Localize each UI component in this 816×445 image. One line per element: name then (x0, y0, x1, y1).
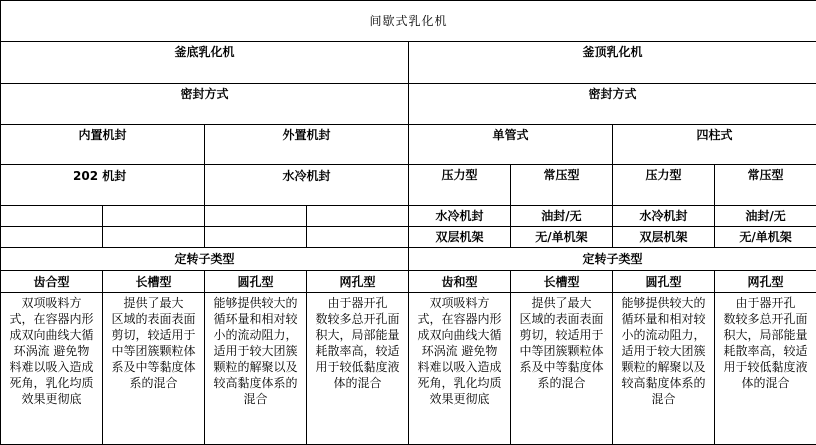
pressure-type-four: 压力型 (613, 165, 715, 206)
single-pressure-seal: 水冷机封 (409, 206, 511, 227)
rotor-description-toothed: 双项吸料方 式，在容器内形 成双向曲线大循 环涡流 避免物 料难以吸入造成 死角，乳化均质 效果更彻底 (1, 293, 103, 445)
blank-cell (1, 227, 103, 248)
single-pressure-frame: 双层机架 (409, 227, 511, 248)
water-cooled-seal-label: 水冷机封 (205, 165, 409, 206)
four-pressure-seal: 水冷机封 (613, 206, 715, 227)
seal-method-left: 密封方式 (1, 84, 409, 125)
seal-method-right: 密封方式 (409, 84, 816, 125)
four-normal-seal: 油封/无 (715, 206, 816, 227)
rotor-type-right: 定转子类型 (409, 248, 816, 271)
blank-cell (103, 227, 205, 248)
external-seal-header: 外置机封 (205, 125, 409, 165)
single-normal-frame: 无/单机架 (511, 227, 613, 248)
blank-cell (307, 227, 409, 248)
rotor-header-round-hole: 圆孔型 (205, 271, 307, 293)
bottom-emulsifier-header: 釜底乳化机 (1, 42, 409, 84)
rotor-header-long-slot: 长槽型 (511, 271, 613, 293)
rotor-description-mesh-hole: 由于器开孔 数较多总开孔面 积大，局部能量 耗散率高，较适 用于较低黏度液 体的混合 (307, 293, 409, 445)
internal-seal-header: 内置机封 (1, 125, 205, 165)
blank-cell (1, 206, 103, 227)
rotor-header-toothed: 齿和型 (409, 271, 511, 293)
rotor-header-toothed: 齿合型 (1, 271, 103, 293)
blank-cell (103, 206, 205, 227)
normal-pressure-four: 常压型 (715, 165, 816, 206)
normal-pressure-single: 常压型 (511, 165, 613, 206)
blank-cell (307, 206, 409, 227)
pressure-type-single: 压力型 (409, 165, 511, 206)
blank-cell (205, 227, 307, 248)
top-emulsifier-header: 釜顶乳化机 (409, 42, 816, 84)
blank-cell (205, 206, 307, 227)
rotor-description-toothed: 双项吸料方 式，在容器内形 成双向曲线大循 环涡流 避免物 料难以吸入造成 死角，乳化均质 效果更彻底 (409, 293, 511, 445)
page-title: 间歇式乳化机 (1, 1, 816, 42)
rotor-description-long-slot: 提供了最大 区域的表面表面 剪切，较适用于 中等团簇颗粒体 系及中等黏度体 系的混合 (103, 293, 205, 445)
single-tube-header: 单管式 (409, 125, 613, 165)
rotor-header-mesh-hole: 网孔型 (715, 271, 816, 293)
seal-202-label: 202 机封 (1, 165, 205, 206)
rotor-header-long-slot: 长槽型 (103, 271, 205, 293)
rotor-description-long-slot: 提供了最大 区域的表面表面 剪切，较适用于 中等团簇颗粒体 系及中等黏度体 系的混合 (511, 293, 613, 445)
four-normal-frame: 无/单机架 (715, 227, 816, 248)
four-pressure-frame: 双层机架 (613, 227, 715, 248)
four-column-header: 四柱式 (613, 125, 816, 165)
rotor-type-left: 定转子类型 (1, 248, 409, 271)
single-normal-seal: 油封/无 (511, 206, 613, 227)
rotor-description-mesh-hole: 由于器开孔 数较多总开孔面 积大，局部能量 耗散率高，较适 用于较低黏度液 体的混合 (715, 293, 816, 445)
rotor-header-round-hole: 圆孔型 (613, 271, 715, 293)
rotor-description-round-hole: 能够提供较大的 循环量和相对较 小的流动阻力， 适用于较大团簇 颗粒的解聚以及 较高黏度体系的 混合 (613, 293, 715, 445)
rotor-description-round-hole: 能够提供较大的 循环量和相对较 小的流动阻力， 适用于较大团簇 颗粒的解聚以及 较高黏度体系的 混合 (205, 293, 307, 445)
rotor-header-mesh-hole: 网孔型 (307, 271, 409, 293)
